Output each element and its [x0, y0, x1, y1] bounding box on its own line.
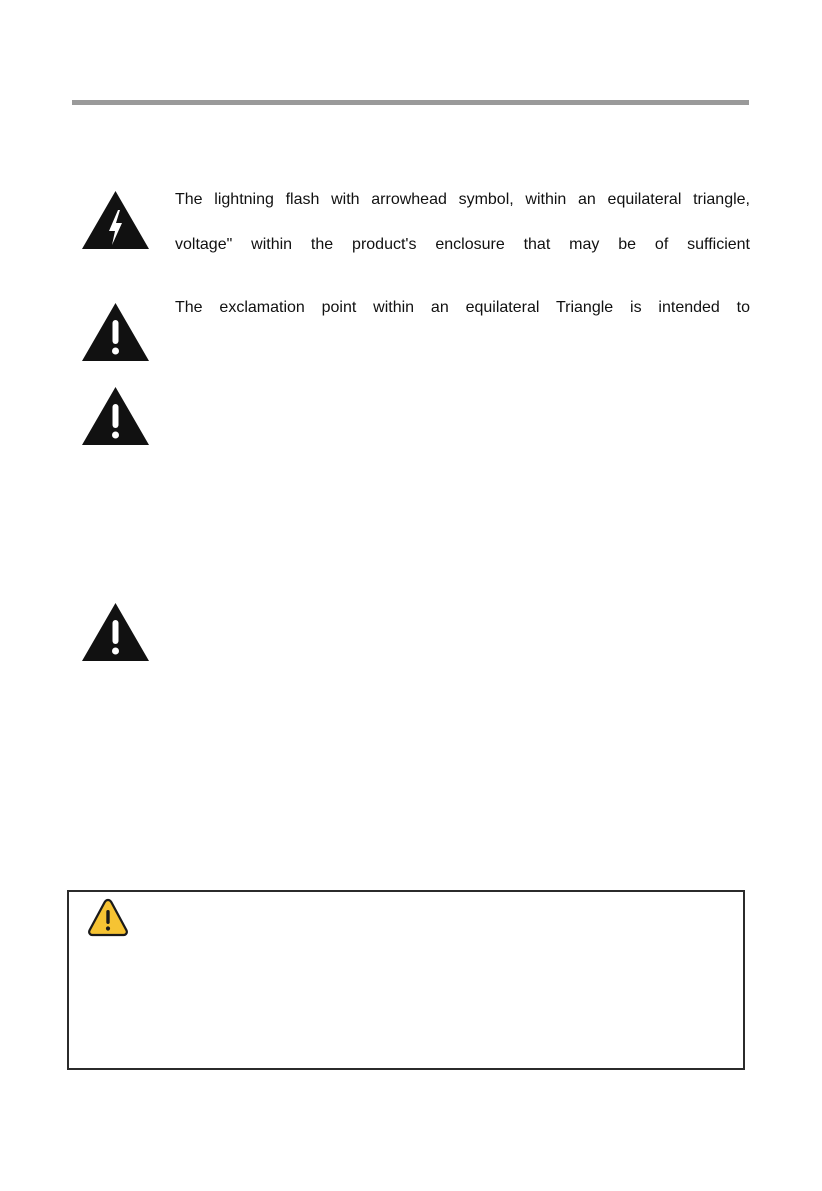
lightning-triangle-icon [81, 190, 150, 250]
lightning-description-line-2: voltage" within the product's enclosure that may be of sufficient [175, 236, 750, 253]
exclamation-triangle-icon [81, 386, 150, 446]
exclamation-triangle-icon [81, 302, 150, 362]
lightning-description-line-1: The lightning flash with arrowhead symbol, within an equilateral triangle, [175, 191, 750, 208]
exclamation-description-line-1: The exclamation point within an equilateral Triangle is intended to [175, 299, 750, 316]
warning-icon [87, 897, 129, 937]
exclamation-triangle-icon [81, 602, 150, 662]
header-rule [72, 100, 749, 105]
caution-box [67, 890, 745, 1070]
